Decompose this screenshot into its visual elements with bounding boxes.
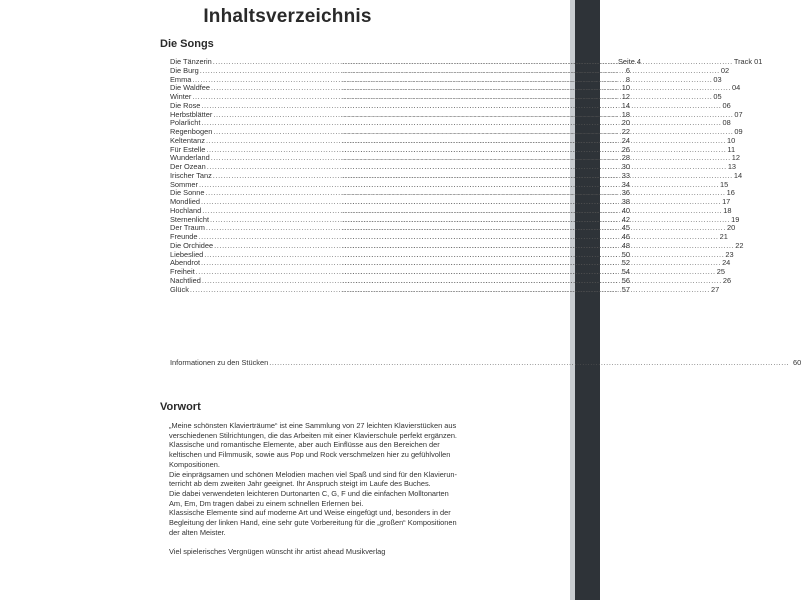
page-number: 8 — [625, 74, 630, 84]
foreword-line: Die dabei verwendeten leichteren Durtonarten C, G, F und die einfachen Molltonarten — [169, 488, 449, 498]
track-number: 18 — [723, 205, 732, 215]
page-number: 22 — [621, 127, 630, 136]
song-title: Die Tänzerin — [170, 57, 212, 66]
foreword-line: keltischen und Filmmusik, sowie aus Pop und Rock verschmelzen hier zu gefühlvollen — [169, 450, 451, 460]
track-number: 17 — [722, 197, 731, 206]
song-title: Emma — [170, 74, 192, 84]
page-number: 57 — [621, 284, 630, 294]
track-number: 16 — [726, 188, 735, 198]
song-title: Die Rose — [170, 100, 201, 110]
page-number: 6 — [625, 65, 630, 75]
track-number: 09 — [734, 127, 743, 136]
song-title: Sternenlicht — [170, 214, 210, 224]
song-title: Glück — [170, 284, 189, 294]
track-number: 10 — [727, 135, 736, 145]
page-number: 52 — [621, 258, 630, 268]
track-number: 25 — [716, 267, 725, 276]
track-number: 02 — [720, 65, 730, 75]
track-number: 08 — [722, 118, 731, 128]
toc-row — [170, 284, 720, 295]
foreword-line: Klassische Elemente sind auf moderne Art und Weise eingefügt und, besonders in der — [169, 508, 451, 518]
songs-heading: Die Songs — [160, 38, 214, 50]
song-title: Abendrot — [170, 258, 200, 268]
track-number: 22 — [735, 240, 744, 250]
song-title: Hochland — [170, 205, 202, 215]
page-number: 24 — [621, 135, 630, 145]
track-number: 15 — [720, 179, 729, 189]
song-title: Wunderland — [170, 153, 210, 163]
toc-row-right — [342, 286, 630, 295]
foreword-line: Klassische und romantische Elemente, aber auch Einflüsse aus den Bereichen der — [169, 440, 440, 450]
song-title: Der Ozean — [170, 162, 206, 171]
song-title: Winter — [170, 92, 192, 101]
track-number: 24 — [722, 258, 731, 268]
foreword-line: Kompositionen. — [169, 459, 220, 469]
foreword-line: der alten Meister. — [169, 527, 226, 537]
track-number: 11 — [727, 144, 736, 154]
song-title: Sommer — [170, 179, 198, 189]
track-number: 05 — [713, 92, 722, 101]
leader-dots — [269, 358, 789, 367]
song-title: Regenbogen — [170, 127, 213, 136]
song-title: Die Waldfee — [170, 83, 210, 93]
track-number: 06 — [722, 100, 731, 110]
foreword-signature: Viel spielerisches Vergnügen wünscht ihr artist ahead Musikverlag — [169, 547, 386, 557]
song-title: Nachtlied — [170, 275, 201, 285]
track-number: 13 — [727, 162, 737, 171]
info-label: Informationen zu den Stücken — [170, 358, 269, 367]
page-number: 34 — [621, 179, 630, 189]
page-number: 42 — [621, 214, 630, 224]
foreword-text — [169, 421, 489, 537]
info-page: 60 — [793, 358, 801, 367]
song-title: Für Estelle — [170, 144, 206, 154]
track-number: 23 — [725, 249, 734, 259]
page-number: 40 — [621, 205, 630, 215]
page-number: 30 — [621, 162, 630, 171]
page-number: 48 — [621, 240, 630, 250]
foreword-line: Am, Em, Dm tragen dabei zu einem schnellen Erlernen bei. — [169, 498, 364, 508]
page-number: 54 — [621, 267, 630, 276]
song-title: Herbstblätter — [170, 109, 213, 119]
page-number: 36 — [621, 188, 630, 198]
page-number: 46 — [621, 232, 630, 241]
page-number: 26 — [621, 144, 630, 154]
song-title: Polarlicht — [170, 118, 201, 128]
page-number: 20 — [621, 118, 630, 128]
track-number: 21 — [719, 232, 728, 241]
song-title: Keltentanz — [170, 135, 205, 145]
song-title: Der Traum — [170, 223, 205, 233]
page-number: 10 — [621, 83, 630, 93]
track-number: 27 — [710, 284, 720, 294]
page-number: 38 — [621, 197, 630, 206]
page-number: Seite 4 — [617, 57, 641, 66]
song-title: Die Burg — [170, 65, 199, 75]
page-number: 50 — [621, 249, 630, 259]
foreword-line: terricht ab dem zweiten Jahr geeignet. Ihr Anspruch steigt im Laufe des Buches. — [169, 479, 431, 489]
track-number: 14 — [733, 170, 743, 180]
track-number: 20 — [726, 223, 736, 233]
page-number: 18 — [621, 109, 630, 119]
track-number: 19 — [731, 214, 740, 224]
leader-dots — [342, 286, 618, 295]
page-number: 33 — [621, 170, 630, 180]
track-number: Track 01 — [733, 57, 763, 66]
song-title: Mondlied — [170, 197, 200, 206]
page-number: 56 — [621, 275, 630, 285]
foreword-line: Begleitung der linken Hand, eine sehr gute Vorbereitung für die „großen“ Kompositionen — [169, 518, 457, 528]
page-number: 45 — [621, 223, 630, 233]
foreword-heading: Vorwort — [160, 401, 201, 413]
info-toc-row — [170, 358, 801, 367]
song-title: Freiheit — [170, 267, 195, 276]
page-title: Inhaltsverzeichnis — [203, 6, 372, 27]
track-number: 26 — [722, 275, 732, 285]
foreword-line: „Meine schönsten Klavierträume“ ist eine Sammlung von 27 leichten Klavierstücken aus — [169, 421, 457, 430]
song-title: Irischer Tanz — [170, 170, 212, 180]
foreword-line: Die einprägsamen und schönen Melodien machen viel Spaß und sind für den Klavierun- — [169, 469, 457, 479]
song-title: Liebeslied — [170, 249, 204, 259]
song-title: Die Sonne — [170, 188, 205, 198]
foreword-line: verschiedenen Stilrichtungen, die das Arbeiten mit einer Klavierschule perfekt ergänzen. — [169, 430, 457, 440]
song-title: Die Orchidee — [170, 240, 214, 250]
track-number: 04 — [732, 83, 741, 93]
page-number: 12 — [621, 92, 630, 101]
track-number: 12 — [731, 153, 741, 163]
song-title: Freunde — [170, 232, 198, 241]
track-number: 07 — [734, 109, 743, 119]
track-number: 03 — [713, 74, 722, 84]
foreword-body — [169, 421, 489, 557]
page-number: 14 — [621, 100, 630, 110]
page-number: 28 — [621, 153, 630, 163]
songs-toc — [170, 57, 763, 294]
